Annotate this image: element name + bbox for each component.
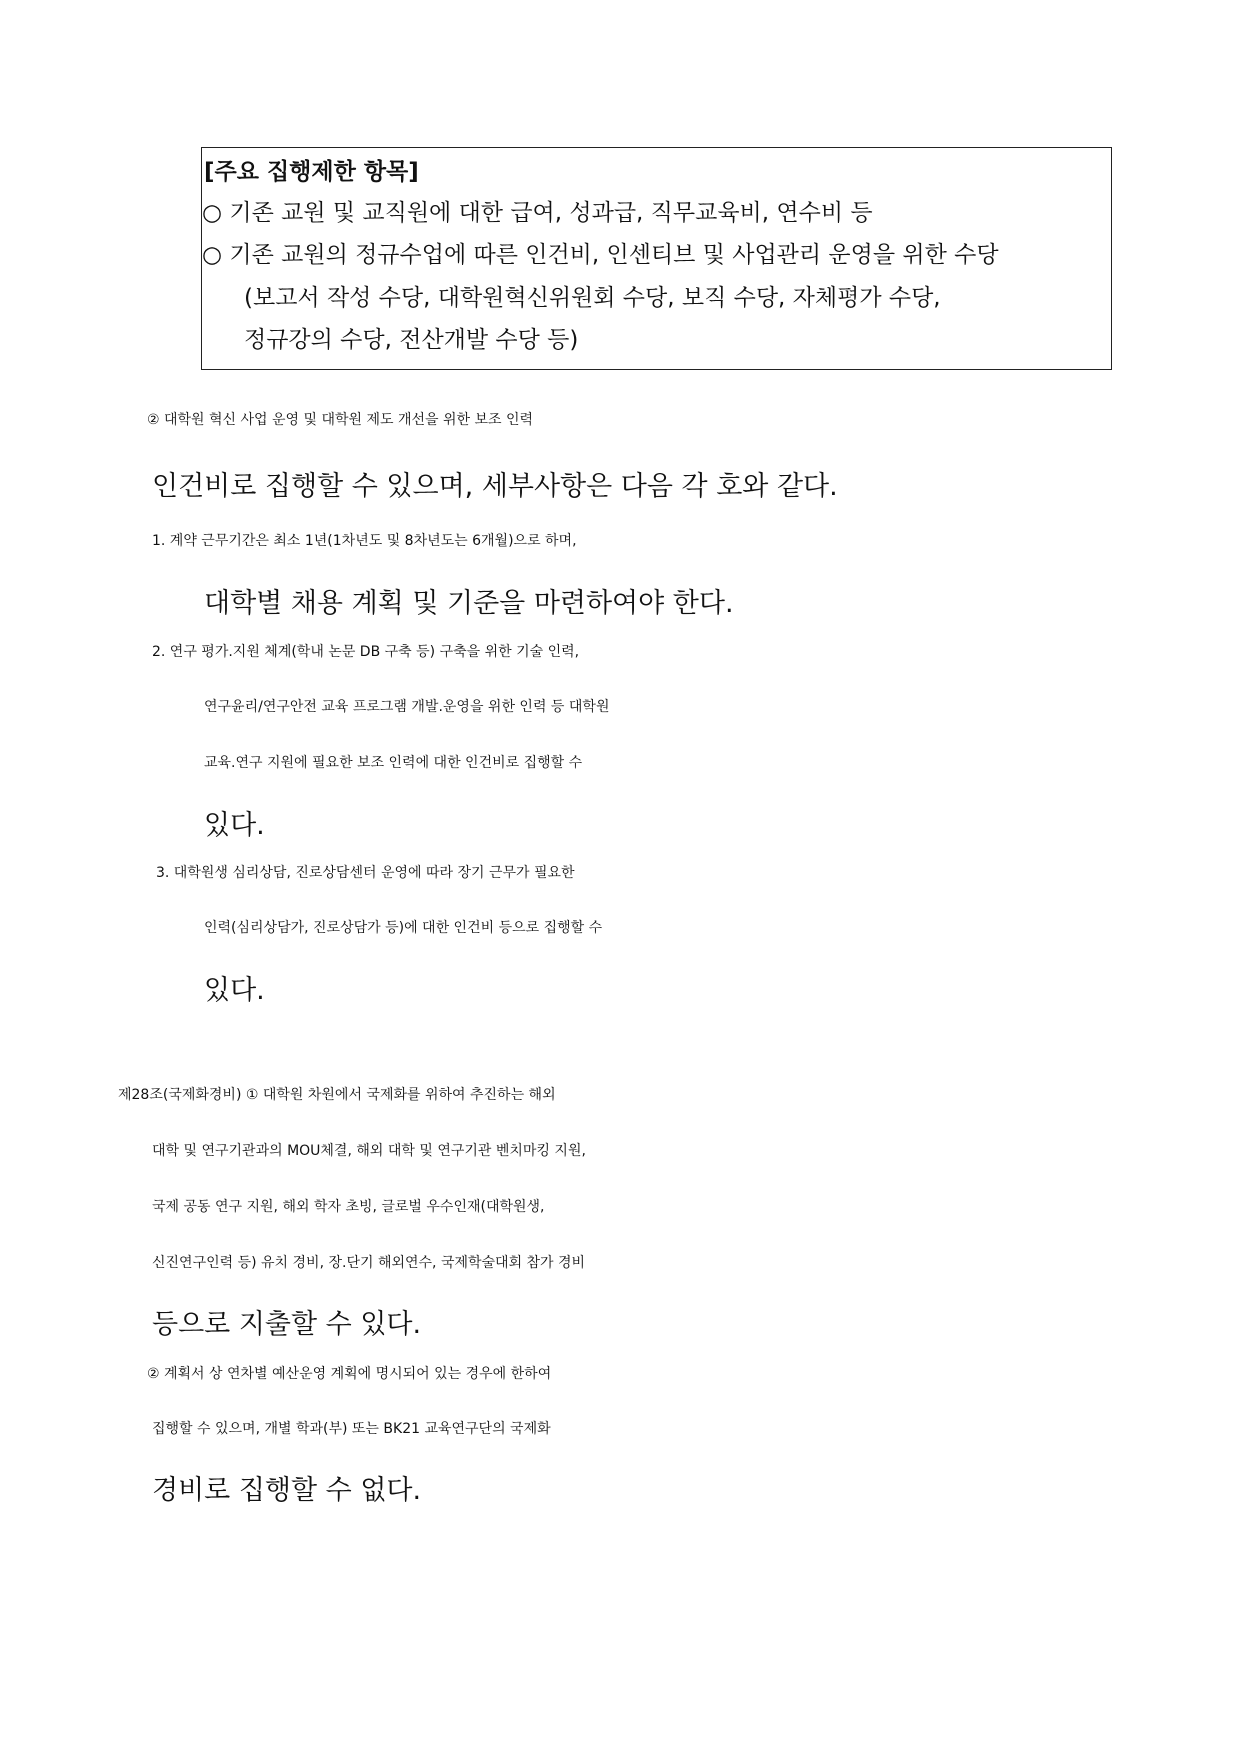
restriction-item-continued: 정규강의 수당, 전산개발 수당 등) — [244, 327, 579, 353]
restriction-item: ○ 기존 교원 및 교직원에 대한 급여, 성과급, 직무교육비, 연수비 등 — [202, 200, 873, 226]
article-28-clause-2: 경비로 집행할 수 없다. — [152, 1475, 422, 1506]
list-item-3-continued: 있다. — [204, 975, 265, 1006]
restriction-item: ○ 기존 교원의 정규수업에 따른 인건비, 인센티브 및 사업관리 운영을 위한 수당 — [202, 242, 999, 268]
restriction-item-continued: (보고서 작성 수당, 대학원혁신위원회 수당, 보직 수당, 자체평가 수당, — [244, 285, 941, 311]
restriction-box — [201, 147, 1112, 370]
article-28-text: 등으로 지출할 수 있다. — [152, 1309, 422, 1340]
list-item-1-continued: 대학별 채용 계획 및 기준을 마련하여야 한다. — [204, 588, 734, 619]
clause-2-text: 인건비로 집행할 수 있으며, 세부사항은 다음 각 호와 같다. — [152, 471, 838, 502]
restriction-box-title: [주요 집행제한 항목] — [204, 159, 419, 185]
list-item-2-continued: 있다. — [204, 810, 265, 841]
